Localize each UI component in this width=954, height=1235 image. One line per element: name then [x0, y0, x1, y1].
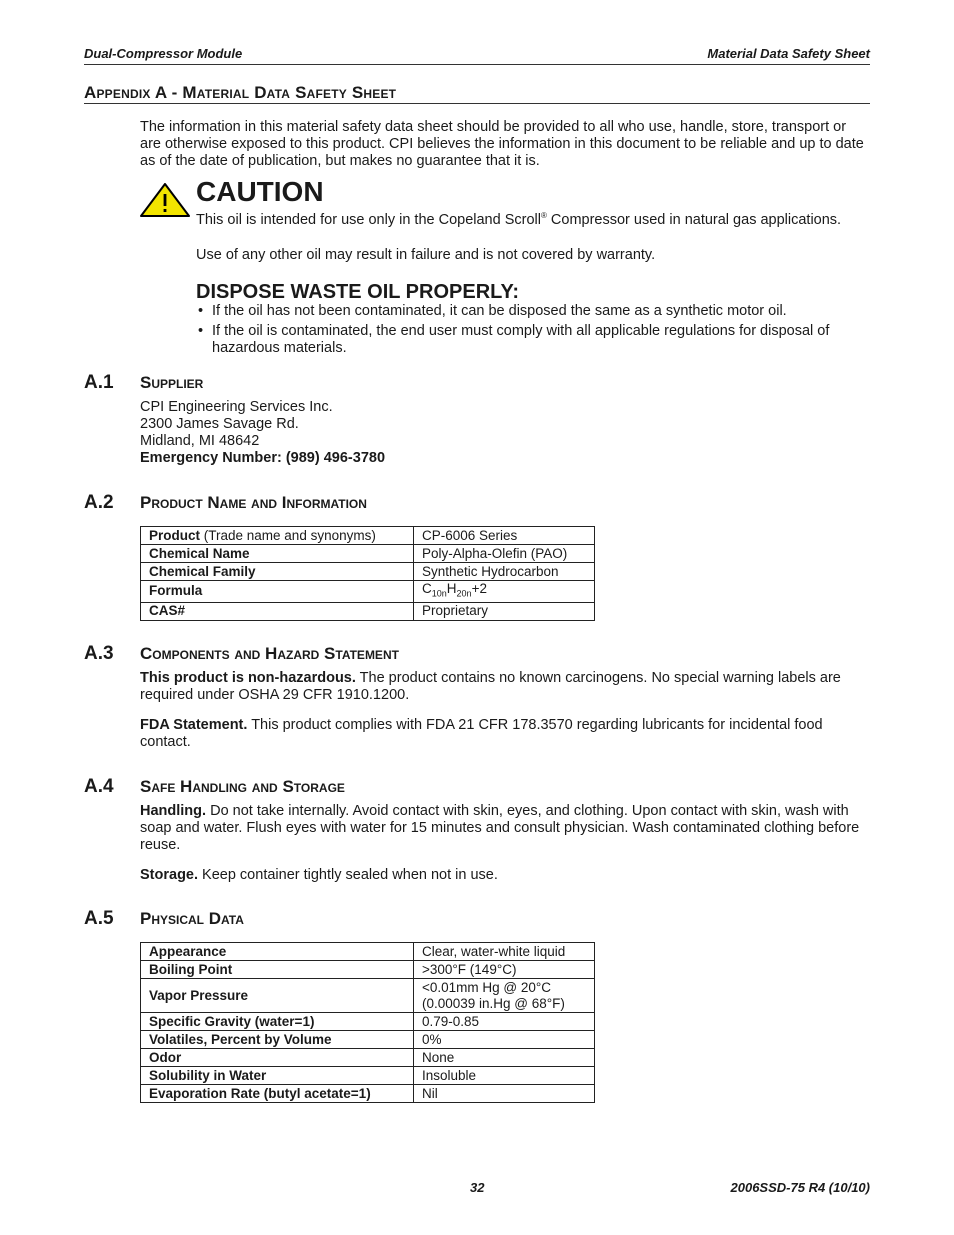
- formula-h: H: [446, 581, 457, 596]
- table-row: [141, 979, 595, 1013]
- caution-line-1: [196, 207, 870, 229]
- supplier-city: Midland, MI 48642: [140, 433, 260, 449]
- table-key: Specific Gravity (water=1): [141, 1013, 414, 1031]
- section-heading-a5: [84, 908, 244, 930]
- formula-tail: +2: [471, 581, 487, 596]
- emergency-number: Emergency Number: (989) 496-3780: [140, 450, 386, 466]
- caution-line-1-text: This oil is intended for use only in the Copeland Scroll: [196, 211, 541, 228]
- table-row: [141, 527, 595, 545]
- header-left: Dual-Compressor Module: [84, 46, 243, 61]
- table-row: [141, 602, 595, 620]
- fda-paragraph: [140, 717, 870, 751]
- table-key: Odor: [141, 1049, 414, 1067]
- table-value: Synthetic Hydrocarbon: [414, 563, 595, 581]
- hazard-lead: This product is non-hazardous.: [140, 670, 356, 686]
- fda-lead: FDA Statement.: [140, 717, 248, 733]
- table-value: Poly-Alpha-Olefin (PAO): [414, 545, 595, 563]
- table-row: [141, 581, 595, 603]
- storage-lead: Storage.: [140, 867, 199, 883]
- table-key: Solubility in Water: [141, 1067, 414, 1085]
- product-info-table: [140, 526, 595, 621]
- list-item: • If the oil has not been contaminated, it can be disposed the same as a synthetic motor oil.: [196, 303, 862, 320]
- table-key: Vapor Pressure: [141, 979, 414, 1013]
- table-row: [141, 563, 595, 581]
- vapor-pressure-imperial: (0.00039 in.Hg @ 68°F): [422, 995, 565, 1011]
- table-row: [141, 1085, 595, 1103]
- supplier-block: [140, 399, 870, 467]
- section-name: Physical Data: [140, 909, 244, 928]
- section-name: Safe Handling and Storage: [140, 777, 345, 796]
- section-heading-a3: [84, 643, 399, 665]
- table-value: 0.79-0.85: [414, 1013, 595, 1031]
- table-row: [141, 1031, 595, 1049]
- table-row: [141, 943, 595, 961]
- table-row: [141, 1013, 595, 1031]
- table-row: [141, 961, 595, 979]
- table-value: Proprietary: [414, 602, 595, 620]
- table-key: Volatiles, Percent by Volume: [141, 1031, 414, 1049]
- dispose-title: DISPOSE WASTE OIL PROPERLY:: [196, 281, 520, 303]
- fda-text: This product complies with FDA 21 CFR 178.3570 regarding lubricants for incidental food contact.: [140, 717, 823, 750]
- table-key: [141, 527, 414, 545]
- table-row: [141, 1067, 595, 1085]
- vapor-pressure-metric: <0.01mm Hg @ 20°C: [422, 979, 552, 995]
- table-value: None: [414, 1049, 595, 1067]
- list-item: • If the oil is contaminated, the end user must comply with all applicable regulations for disposal of hazardous materials.: [196, 323, 862, 357]
- caution-line-1-tail: Compressor used in natural gas applications.: [546, 211, 842, 228]
- supplier-name: CPI Engineering Services Inc.: [140, 399, 333, 415]
- section-number: A.2: [84, 492, 114, 513]
- caution-title: CAUTION: [196, 176, 324, 207]
- table-value-multiline: [414, 979, 595, 1013]
- header-right: Material Data Safety Sheet: [707, 46, 870, 61]
- table-value-formula: [414, 581, 595, 603]
- table-row: [141, 1049, 595, 1067]
- section-name: Components and Hazard Statement: [140, 644, 399, 663]
- appendix-title: Appendix A - Material Data Safety Sheet: [84, 83, 870, 104]
- formula-c: C: [422, 581, 432, 596]
- section-name: Product Name and Information: [140, 493, 367, 512]
- table-key: Boiling Point: [141, 961, 414, 979]
- intro-paragraph: The information in this material safety data sheet should be provided to all who use, handle, store, transport or are otherwise exposed to this product. CPI believes the information in this document to be reliable and up to date as of the date of publication, but makes no guarantee that it is.: [140, 119, 864, 169]
- table-key: Appearance: [141, 943, 414, 961]
- section-name: Supplier: [140, 373, 204, 392]
- section-number: A.4: [84, 776, 114, 797]
- table-value: 0%: [414, 1031, 595, 1049]
- handling-text: Do not take internally. Avoid contact with skin, eyes, and clothing. Upon contact with skin, wash with soap and water. Flush eyes with water for 15 minutes and consult physician. Wash contaminated clothing before reuse.: [140, 803, 860, 853]
- handling-lead: Handling.: [140, 803, 207, 819]
- table-key: CAS#: [141, 602, 414, 620]
- table-key: Evaporation Rate (butyl acetate=1): [141, 1085, 414, 1103]
- key-bold: Product: [149, 527, 201, 543]
- supplier-street: 2300 James Savage Rd.: [140, 416, 299, 432]
- table-value: Insoluble: [414, 1067, 595, 1085]
- section-number: A.3: [84, 643, 114, 664]
- section-number: A.1: [84, 372, 114, 393]
- hazard-paragraph: [140, 670, 870, 704]
- section-heading-a4: [84, 776, 345, 798]
- dispose-bullet-list: [196, 303, 862, 360]
- formula-sub-2: 20n: [456, 588, 472, 599]
- section-heading-a1: [84, 372, 203, 394]
- running-header: [84, 46, 870, 65]
- hazard-text: The product contains no known carcinogens. No special warning labels are required under OSHA 29 CFR 1910.1200.: [140, 670, 841, 703]
- warning-triangle-icon: [140, 183, 190, 217]
- registered-mark: ®: [540, 211, 547, 220]
- table-value: Clear, water-white liquid: [414, 943, 595, 961]
- page-number: 32: [470, 1180, 485, 1195]
- key-rest: (Trade name and synonyms): [200, 527, 376, 543]
- table-value: CP-6006 Series: [414, 527, 595, 545]
- storage-text: Keep container tightly sealed when not in use.: [198, 867, 498, 883]
- formula-sub-1: 10n: [431, 588, 447, 599]
- document-number: 2006SSD-75 R4 (10/10): [730, 1180, 870, 1195]
- storage-paragraph: [140, 867, 870, 884]
- table-row: [141, 545, 595, 563]
- section-heading-a2: [84, 492, 367, 514]
- table-key: Chemical Name: [141, 545, 414, 563]
- table-key: Formula: [141, 581, 414, 603]
- document-page: [84, 0, 870, 1235]
- section-number: A.5: [84, 908, 114, 929]
- caution-line-2: Use of any other oil may result in failure and is not covered by warranty.: [196, 247, 656, 263]
- handling-paragraph: [140, 803, 870, 854]
- physical-data-table: [140, 942, 595, 1103]
- table-key: Chemical Family: [141, 563, 414, 581]
- table-value: >300°F (149°C): [414, 961, 595, 979]
- table-value: Nil: [414, 1085, 595, 1103]
